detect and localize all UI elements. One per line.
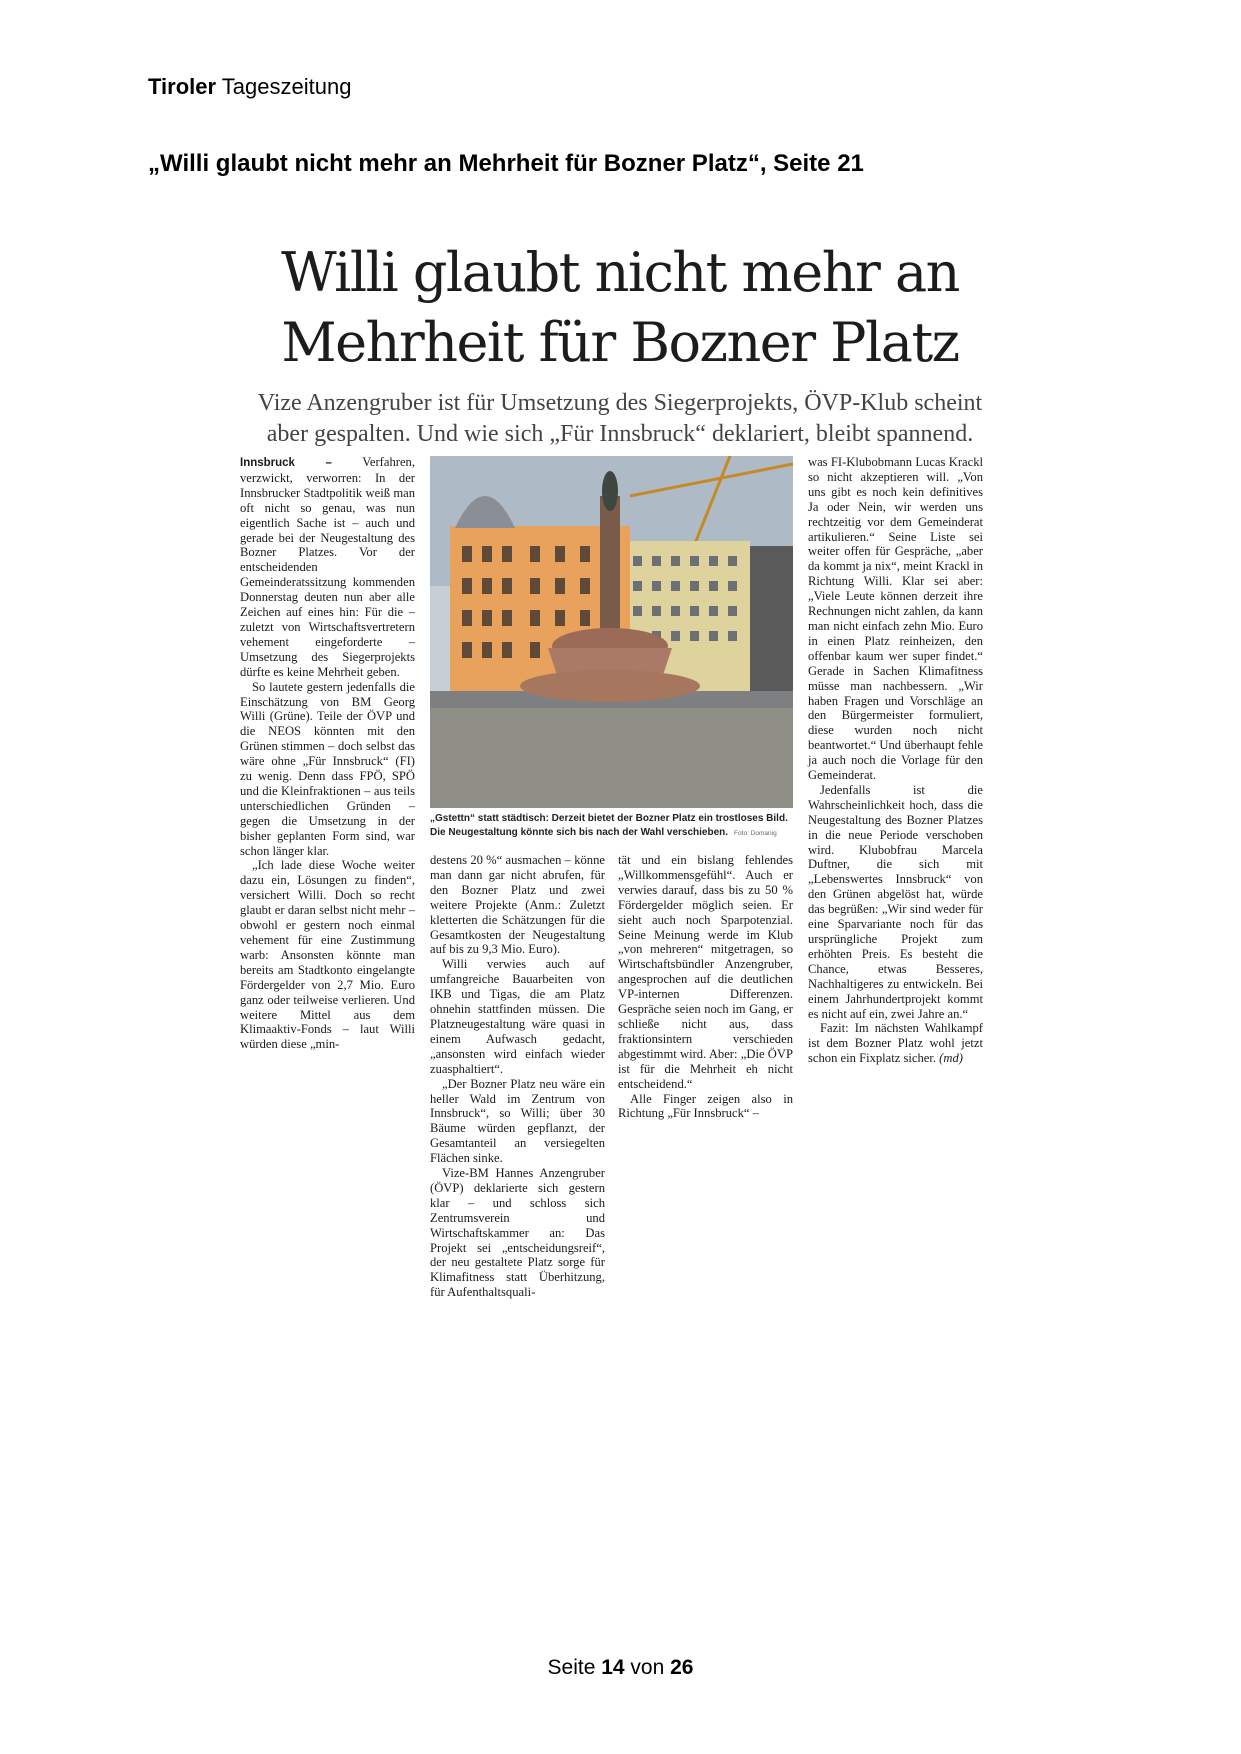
- paragraph: „Ich lade diese Woche weiter dazu ein, Lösungen zu finden“, versichert Willi. Doch so recht glaubt er daran selbst nicht mehr – obwohl er gestern noch einmal vehement für eine Zustimmung warb: Ansonsten könnte man bereits am Stadtkonto eingelangte Fördergelder von 2,7 Mio. Euro ganz oder teilweise verlieren. Und weitere Mittel aus dem Klimaaktiv-Fonds – laut Willi würden diese „min-: [240, 858, 415, 1052]
- subheadline-line-1: Vize Anzengruber ist für Umsetzung des Siegerprojekts, ÖVP-Klub scheint: [257, 390, 983, 416]
- paragraph: tät und ein bislang fehlendes „Willkommensgefühl“. Auch er verwies darauf, dass bis zu 50 % Fördergelder möglich seien. Er sieht auch noch Sparpotenzial. Seine Meinung werde im Klub „von mehreren“ mitgetragen, so Wirtschaftsbündler Anzengruber, angesprochen auf die deutlichen VP-internen Differenzen. Gespräche seien noch im Gang, er schließe nicht aus, dass fraktionsintern verschieden abgestimmt wird. Aber: „Die ÖVP ist für die Mehrheit eh nicht entscheidend.“: [618, 853, 793, 1091]
- headline-line-2: Mehrheit für Bozner Platz: [281, 311, 959, 374]
- article-photo: [430, 456, 793, 808]
- paragraph: Fazit: Im nächsten Wahlkampf ist dem Bozner Platz wohl jetzt schon ein Fixplatz sicher. (md): [808, 1021, 983, 1066]
- paragraph: Alle Finger zeigen also in Richtung „Für Innsbruck“ –: [618, 1091, 793, 1121]
- headline-line-1: Willi glaubt nicht mehr an: [281, 241, 959, 304]
- publication-name-rest: Tageszeitung: [216, 74, 352, 99]
- current-page: 14: [601, 1656, 625, 1679]
- headline: [240, 238, 1000, 378]
- publication-name-bold: Tiroler: [148, 74, 217, 99]
- article-column-3: [618, 853, 793, 1121]
- article-column-2: [430, 853, 605, 1300]
- article-reference: „Willi glaubt nicht mehr an Mehrheit für Bozner Platz“, Seite 21: [148, 150, 864, 177]
- article-column-1: [240, 455, 415, 1052]
- paragraph: Willi verwies auch auf umfangreiche Bauarbeiten von IKB und Tigas, die am Platz ohnehin stattfinden müssen. Die Platzneugestaltung wäre quasi in einem Aufwasch gedacht, „ansonsten wird einfach wieder zuasphaltiert“.: [430, 957, 605, 1076]
- article-column-4: [808, 455, 983, 1066]
- subheadline: [240, 388, 1000, 450]
- dateline: Innsbruck –: [240, 457, 332, 469]
- paragraph: Vize-BM Hannes Anzengruber (ÖVP) deklarierte sich gestern klar – und schloss sich Zentrumsverein und Wirtschaftskammer an: Das Projekt sei „entscheidungsreif“, der neu gestaltete Platz sorge für Klimafitness statt Überhitzung, für Aufenthaltsquali-: [430, 1166, 605, 1300]
- paragraph: destens 20 %“ ausmachen – könne man dann gar nicht abrufen, für den Bozner Platz und zwei weitere Projekte (Anm.: Zuletzt kletterten die Schätzungen für die Gesamtkosten der Neugestaltung auf bis zu 9,3 Mio. Euro).: [430, 853, 605, 957]
- paragraph: Jedenfalls ist die Wahrscheinlichkeit hoch, dass die Neugestaltung des Bozner Platzes in die neue Periode verschoben wird. Klubobfrau Marcela Duftner, die sich mit „Lebenswertes Innsbruck“ von den Grünen abgelöst hat, würde das begrüßen: „Wir sind weder für eine Sparvariante noch für das ursprüngliche Projekt zum erhöhten Preis. Es besteht die Chance, etwas Besseres, Nachhaltigeres zu entwickeln. Bei einem Jahrhundertprojekt kommt es nicht auf ein, zwei Jahre an.“: [808, 782, 983, 1021]
- photo-caption: „Gstettn“ statt städtisch: Derzeit bietet der Bozner Platz ein trostloses Bild. Die Neugestaltung könnte sich bis nach der Wahl verschieben. Foto: Domanig: [430, 813, 788, 838]
- bozner-platz-photo: [430, 456, 793, 808]
- publication-name: [148, 74, 351, 100]
- paragraph: Innsbruck – Verfahren, verzwickt, verworren: In der Innsbrucker Stadtpolitik weiß man oft nicht so genau, was nun eigentlich Sache ist – auch und gerade bei der Neugestaltung des Bozner Platzes. Vor der entscheidenden Gemeinderatssitzung kommenden Donnerstag deuten nun aber alle Zeichen auf eines hin: Für die – zuletzt von Wirtschaftsvertretern vehement eingeforderte – Umsetzung des Siegerprojekts dürfte es keine Mehrheit geben.: [240, 455, 415, 679]
- paragraph: „Der Bozner Platz neu wäre ein heller Wald im Zentrum von Innsbruck“, so Willi; über 30 Bäume würden gepflanzt, der Gesamtanteil an versiegelten Flächen sinke.: [430, 1076, 605, 1166]
- author-initials: (md): [936, 1051, 963, 1066]
- paragraph: So lautete gestern jedenfalls die Einschätzung von BM Georg Willi (Grüne). Teile der ÖVP und die NEOS könnten mit den Grünen stimmen – doch selbst das wäre ohne „Für Innsbruck“ (FI) zu wenig. Denn dass FPÖ, SPÖ und die Kleinfraktionen – aus teils unterschiedlichen Gründen – gegen die Umsetzung in der bisher geplanten Form sind, war schon länger klar.: [240, 679, 415, 858]
- subheadline-line-2: aber gespalten. Und wie sich „Für Innsbruck“ deklariert, bleibt spannend.: [266, 421, 974, 447]
- paragraph: was FI-Klubobmann Lucas Krackl so nicht akzeptieren will. „Von uns gibt es noch kein definitives Ja oder Nein, wir werden uns rechtzeitig vor dem Gemeinderat artikulieren.“ Seine Liste sei weiter offen für Gespräche, „aber da kommt ja nix“, meint Krackl in Richtung Willi. Klar sei aber: „Viele Leute können derzeit ihre Rechnungen nicht zahlen, da kann man nicht einfach zehn Mio. Euro in einen Platz reinheizen, den offenbar kaum wer super findet.“ Gerade in Sachen Klimafitness müsse man nachbessern. „Wir haben Fragen und Vorschläge an den Bürgermeister formuliert, diese wurden noch nicht beantwortet.“ Und überhaupt fehle ja auch noch die Vorlage für den Gemeinderat.: [808, 455, 983, 783]
- photo-credit: Foto: Domanig: [734, 830, 777, 837]
- total-pages: 26: [670, 1656, 694, 1679]
- page-number: Seite 14 von 26: [547, 1656, 694, 1679]
